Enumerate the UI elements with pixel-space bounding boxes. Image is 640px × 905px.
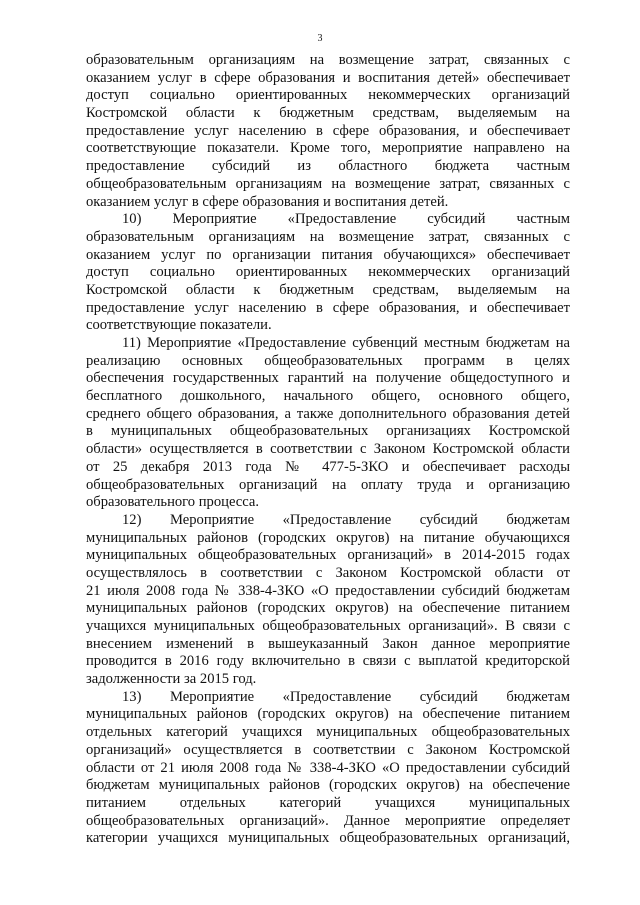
text-line: питанием отдельных категорий учащихся муниципальных (86, 794, 570, 811)
text-line: муниципальных районов (городских округов) на обеспечение питанием (86, 600, 570, 617)
text-line: Костромской области к бюджетным средствам, выделяемым на (86, 281, 570, 298)
text-line: среднего общего образования, а также дополнительного образования детей (86, 405, 570, 422)
text-line: области» осуществляется в соответствии с Законом Костромской области (86, 441, 570, 458)
text-line: 11) Мероприятие «Предоставление субвенций местным бюджетам на (122, 335, 570, 351)
text-line: бесплатного дошкольного, начального общего, основного общего, (86, 388, 570, 405)
text-line: муниципальных районов (городских округов) на обеспечение питанием (86, 706, 570, 723)
text-line: от 25 декабря 2013 года № 477-5-ЗКО и обеспечивает расходы (86, 458, 570, 475)
text-line: образовательного процесса. (86, 494, 260, 511)
text-line: задолженности за 2015 год. (86, 671, 257, 688)
text-line: 13) Мероприятие «Предоставление субсидий бюджетам (122, 688, 570, 705)
text-line: проводится в 2016 году включительно в связи с выплатой кредиторской (86, 653, 570, 670)
text-line: общеобразовательных организаций на оплату труда и организацию (86, 476, 570, 493)
text-line: предоставление услуг населению в сфере образования, и обеспечивает (86, 122, 570, 139)
text-line: общеобразовательных организаций». Данное мероприятие определяет (86, 812, 570, 829)
text-line: муниципальных общеобразовательных организаций» в 2014-2015 годах (86, 547, 570, 564)
text-line: категории учащихся муниципальных общеобразовательных организаций, (86, 830, 570, 847)
text-line: отдельных категорий учащихся муниципальных общеобразовательных (86, 724, 570, 741)
page-number: 3 (317, 33, 323, 44)
text-line: муниципальных районов (городских округов) на питание обучающихся (86, 529, 570, 546)
text-line: внесением изменений в вышеуказанный Закон данное мероприятие (86, 635, 570, 652)
text-line: 12) Мероприятие «Предоставление субсидий бюджетам (122, 511, 570, 528)
text-line: общеобразовательным организациям на возмещение затрат, связанных с (86, 175, 570, 192)
text-line: доступ социально ориентированных некоммерческих организаций (86, 264, 570, 281)
text-line: предоставление услуг населению в сфере образования, и обеспечивает (86, 299, 570, 316)
text-line: в муниципальных общеобразовательных организациях Костромской (86, 423, 570, 440)
text-line: организаций» осуществляется в соответствии с Законом Костромской (86, 741, 570, 758)
text-line: Костромской области к бюджетным средствам, выделяемым на (86, 105, 570, 122)
text-line: соответствующие показатели. (86, 317, 272, 334)
text-line: 10) Мероприятие «Предоставление субсидий частным (122, 211, 570, 228)
document-body-text (86, 52, 570, 848)
text-line: обеспечения государственных гарантий на получение общедоступного и (86, 370, 570, 387)
text-line: оказанием услуг в сфере образования и воспитания детей. (86, 193, 449, 210)
text-line: реализацию основных общеобразовательных программ в целях (86, 352, 570, 369)
text-line: образовательным организациям на возмещение затрат, связанных с (86, 228, 570, 245)
text-line: осуществлялось в соответствии с Законом Костромской области от (86, 564, 570, 581)
text-line: соответствующие показатели. Кроме того, мероприятие направлено на (86, 140, 570, 157)
text-line: учащихся муниципальных общеобразовательных организаций». В связи с (86, 618, 570, 634)
text-line: образовательным организациям на возмещение затрат, связанных с (86, 52, 570, 68)
text-line: 21 июля 2008 года № 338-4-ЗКО «О предоставлении субсидий бюджетам (86, 582, 570, 599)
text-line: оказанием услуг в сфере образования и воспитания детей» обеспечивает (86, 69, 570, 86)
text-line: области от 21 июля 2008 года № 338-4-ЗКО «О предоставлении субсидий (86, 759, 570, 776)
text-line: бюджетам муниципальных районов (городских округов) на обеспечение (86, 777, 570, 794)
text-line: оказанием услуг по организации питания обучающихся» обеспечивает (86, 246, 570, 263)
text-line: предоставление субсидий из областного бюджета частным (86, 158, 570, 175)
text-line: доступ социально ориентированных некоммерческих организаций (86, 87, 570, 104)
